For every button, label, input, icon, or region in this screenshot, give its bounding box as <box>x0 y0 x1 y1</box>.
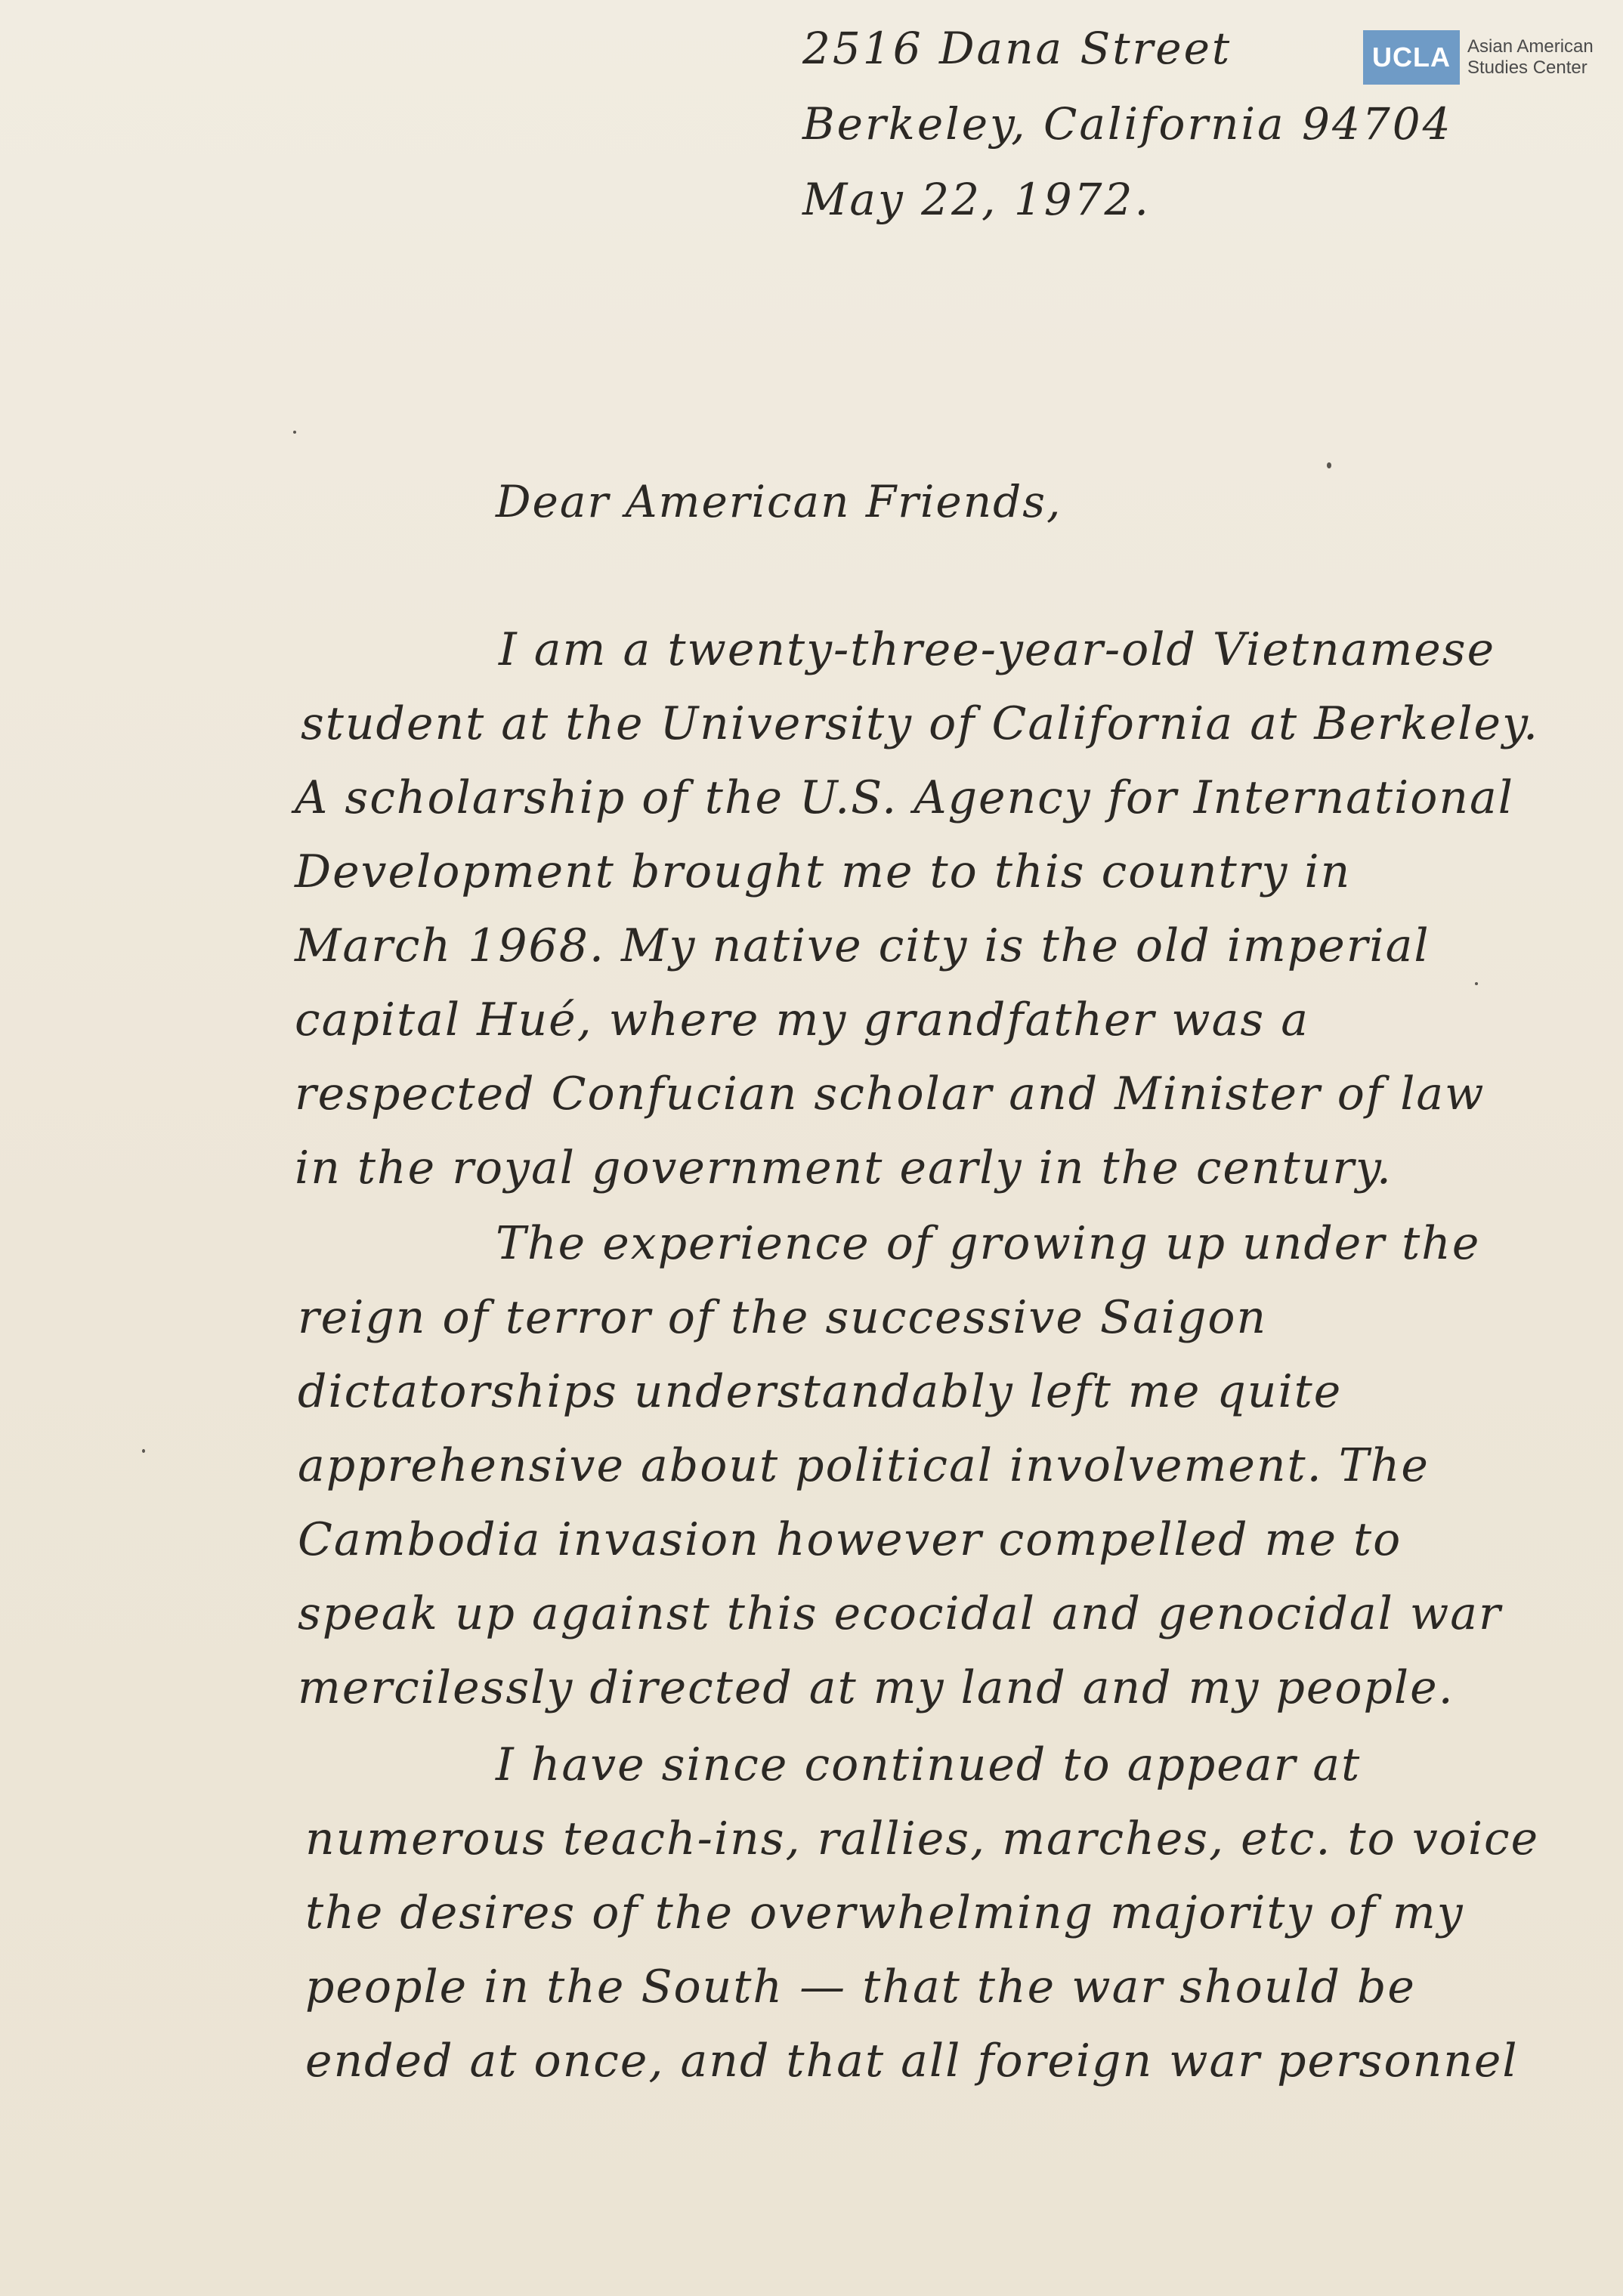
letter-line: I am a twenty-three-year-old Vietnamese <box>499 623 1496 676</box>
letter-line: speak up against this ecocidal and genocidal war <box>298 1587 1502 1640</box>
letter-line: Cambodia invasion however compelled me to <box>298 1513 1402 1566</box>
letter-line: student at the University of California at Berkeley. <box>301 697 1540 750</box>
address-city: Berkeley, California 94704 <box>802 98 1453 150</box>
archive-logo <box>1363 30 1600 85</box>
letter-line: The experience of growing up under the <box>496 1217 1481 1270</box>
letter-line: respected Confucian scholar and Minister of law <box>295 1068 1485 1120</box>
ink-speck <box>1475 982 1478 985</box>
ink-speck <box>293 431 296 434</box>
letter-line: in the royal government early in the century. <box>295 1142 1393 1194</box>
letter-line: I have since continued to appear at <box>496 1738 1362 1791</box>
letter-line: ended at once, and that all foreign war personnel <box>305 2035 1519 2087</box>
letter-line: March 1968. My native city is the old imperial <box>295 919 1430 972</box>
archive-logo-line-1: Asian American <box>1467 36 1594 57</box>
letter-line: the desires of the overwhelming majority of my <box>305 1887 1464 1939</box>
letter-line: reign of terror of the successive Saigon <box>298 1291 1268 1344</box>
letter-line: apprehensive about political involvement. The <box>298 1439 1430 1492</box>
ink-speck <box>1327 462 1331 468</box>
letter-line: A scholarship of the U.S. Agency for International <box>295 771 1514 824</box>
address-street: 2516 Dana Street <box>802 23 1232 74</box>
letter-line: numerous teach-ins, rallies, marches, etc. to voice <box>305 1812 1540 1865</box>
letter-line: capital Hué, where my grandfather was a <box>295 993 1310 1046</box>
ucla-logo-mark: UCLA <box>1363 30 1460 85</box>
archive-logo-text <box>1467 36 1594 79</box>
letter-greeting: Dear American Friends, <box>496 476 1062 527</box>
letter-line: Development brought me to this country in <box>295 845 1352 898</box>
letter-line: people in the South — that the war should be <box>305 1961 1416 2013</box>
letter-date: May 22, 1972. <box>802 174 1151 225</box>
letter-line: dictatorships understandably left me quite <box>298 1365 1343 1418</box>
letter-line: mercilessly directed at my land and my people. <box>298 1661 1455 1714</box>
ink-speck <box>142 1449 145 1453</box>
archive-logo-line-2: Studies Center <box>1467 57 1587 78</box>
